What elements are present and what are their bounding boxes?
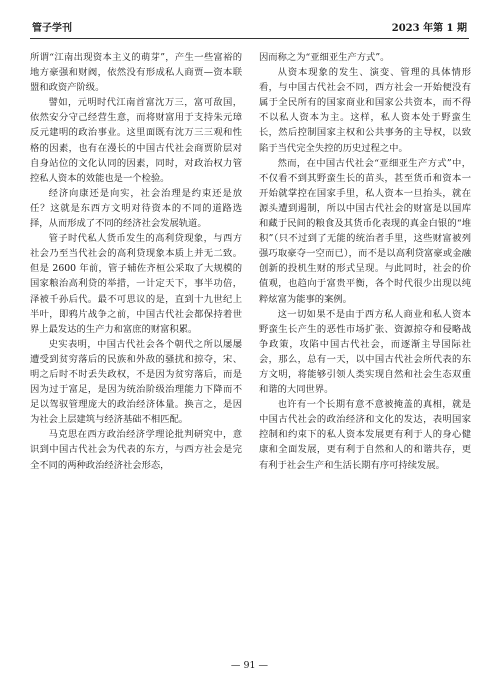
- paragraph: 也许有一个长期有意不意被掩盖的真相，就是中国古代社会的政治经济和文化的发达，表明国家控制和约束下的私人资本发展更有利于人的身心健康和全面发展，更有利于自然和人的和谐共存，更有利于社会生产和生活长期有序可持续发展。: [259, 399, 471, 471]
- paragraph: 然而，在中国古代社会“亚细亚生产方式”中，不仅看不到其野蛮生长的苗头，甚至货币和资本一开始就掌控在国家手里，私人资本一旦抬头，就在源头遭到遏制，所以中国古代社会的财富是以国库和藏于民间的粮食及其货币化表现的真金白银的“堆积”（只不过到了无能的统治者手里，这些财富被列强巧取豪夺一空而已），而不是以高利贷富豪或金融创新的投机生财的形式呈现。与此同时，社会的价值观，也趋向于富贵平衡，各个时代很少出现以纯粹炫富为能事的案例。: [259, 157, 471, 305]
- running-header: [30, 22, 469, 39]
- paragraph: 从资本现象的发生、演变、管理的具体情形看，与中国古代社会不同，西方社会一开始便没有属于全民所有的国家商业和国家公共资本，而不得不以私人资本为主。这样，私人资本处于野蛮生长，然后控制国家主权和公共事务的主导权，以致陷于当代完全失控的历史过程之中。: [259, 67, 471, 154]
- paragraph: 经济向康还是向实，社会治理是约束还是放任？这就是东西方文明对待资本的不同的道路选择，从而形成了不同的经济社会发展轨道。: [30, 187, 242, 230]
- paragraph: 马克思在西方政治经济学理论批判研究中，意识到中国古代社会为代表的东方，与西方社会是完全不同的两种政治经济社会形态，: [30, 429, 242, 471]
- page-number: — 91 —: [230, 660, 269, 671]
- right-column: [259, 50, 471, 473]
- journal-name: 管子学刊: [32, 23, 72, 34]
- paragraph: 所谓“江南出现资本主义的萌芽”，产生一些富裕的地方豪强和财阀，依然没有形成私人商贾—资本联盟和政资产阶级。: [30, 52, 242, 94]
- paragraph: 这一切如果不是由于西方私人商业和私人资本野蛮生长产生的恶性市场扩张、资源掠夺和侵略战争政策，攻陷中国古代社会，而逐渐主导国际社会，那么，总有一天，以中国古代社会所代表的东方文明，将能够引领人类实现自然和社会生态双重和谐的大同世界。: [259, 308, 471, 396]
- paragraph: 管子时代私人货币发生的高利贷现象，与西方社会乃至当代社会的高利贷现象本质上并无二致。但是 2600 年前，管子辅佐齐桓公采取了大规模的国家粮治高利贷的举措，一计定天下，事半功倍，泽被千孙后代。最不可思议的是，直到十九世纪上半叶，即鸦片战争之前，中国古代社会都保持着世界上最发达的生产力和富庶的财富积累。: [30, 233, 242, 335]
- issue-label: 2023 年第 1 期: [391, 23, 467, 34]
- paragraph: 譬如，元明时代江南首富沈万三，富可敌国，依然安分守己经营生意，而将财富用于支持朱元璋反元建明的政治事业。这里面既有沈万三三观和性格的因素，也有在漫长的中国古代社会商贾阶层对自身站位的文化认同的因素，同时，对政治权力管控私人资本的效能也是一个检验。: [30, 97, 242, 184]
- paragraph: 因而称之为“亚细亚生产方式”。: [259, 52, 390, 63]
- left-column: [30, 50, 242, 473]
- paragraph: 史实表明，中国古代社会各个朝代之所以屡屡遭受到贫穷落后的民族和外敌的骚扰和掠夺，宋、明之后时不时丢失政权，不是因为贫穷落后，而是因为过于富足，是因为统治阶级治理能力下降而不足以驾驭管理庞大的政治经济体量。换言之，是因为社会上层建筑与经济基础不相匹配。: [30, 338, 242, 426]
